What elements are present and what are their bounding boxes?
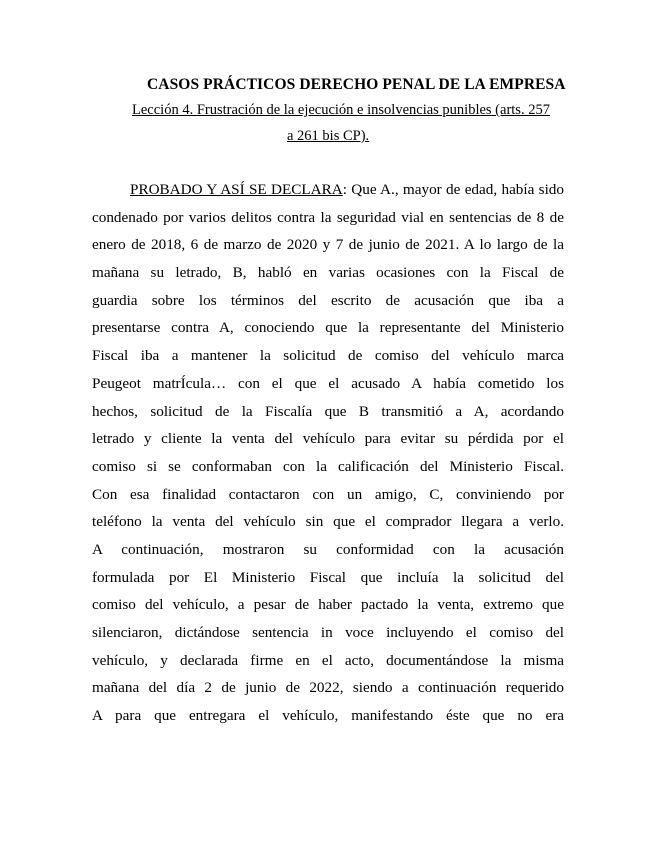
paragraph-line: Peugeot matrÍcula… con el que el acusado A había cometido los	[92, 374, 564, 392]
paragraph-line: comiso del vehículo, a pesar de haber pactado la venta, extremo que	[92, 596, 564, 614]
paragraph-line: silenciaron, dictándose sentencia in voce incluyendo el comiso del	[92, 624, 564, 641]
paragraph-line: presentarse contra A, conociendo que la representante del Ministerio	[92, 319, 564, 337]
paragraph-line: enero de 2018, 6 de marzo de 2020 y 7 de junio de 2021. A lo largo de la	[92, 236, 564, 254]
paragraph-line: formulada por El Ministerio Fiscal que incluía la solicitud del	[92, 568, 564, 586]
paragraph-line: comiso si se conformaban con la calificación del Ministerio Fiscal.	[92, 457, 564, 475]
proven-facts-heading: PROBADO Y ASÍ SE DECLARA	[130, 181, 343, 198]
paragraph-line: A para que entregara el vehículo, manifestando éste que no era	[92, 707, 564, 725]
paragraph-line: A continuación, mostraron su conformidad con la acusación	[92, 540, 564, 558]
paragraph-line: teléfono la venta del vehículo sin que el comprador llegara a verlo.	[92, 513, 564, 531]
paragraph-line: letrado y cliente la venta del vehículo para evitar su pérdida por el	[92, 430, 564, 448]
lesson-subtitle-line-1: Lección 4. Frustración de la ejecución e insolvencias punibles (arts. 257	[132, 102, 550, 118]
paragraph-line: mañana del día 2 de junio de 2022, siendo a continuación requerido	[92, 679, 564, 697]
document-title: CASOS PRÁCTICOS DERECHO PENAL DE LA EMPRESA	[147, 76, 566, 93]
paragraph-line: hechos, solicitud de la Fiscalía que B transmitió a A, acordando	[92, 402, 564, 420]
lesson-subtitle-line-2: a 261 bis CP).	[287, 128, 370, 144]
paragraph-line	[92, 176, 564, 204]
paragraph-first-line-text: : Que A., mayor de edad, había sido	[342, 181, 564, 198]
paragraph-line: Fiscal iba a mantener la solicitud de comiso del vehículo marca	[92, 347, 564, 365]
paragraph-line: guardia sobre los términos del escrito de acusación que iba a	[92, 291, 564, 309]
paragraph-line: vehículo, y declarada firme en el acto, documentándose la misma	[92, 651, 564, 669]
paragraph-line: mañana su letrado, B, habló en varias ocasiones con la Fiscal de	[92, 264, 564, 282]
facts-paragraph	[92, 176, 564, 730]
paragraph-line: Con esa finalidad contactaron con un amigo, C, conviniendo por	[92, 485, 564, 503]
paragraph-line: condenado por varios delitos contra la seguridad vial en sentencias de 8 de	[92, 208, 564, 226]
